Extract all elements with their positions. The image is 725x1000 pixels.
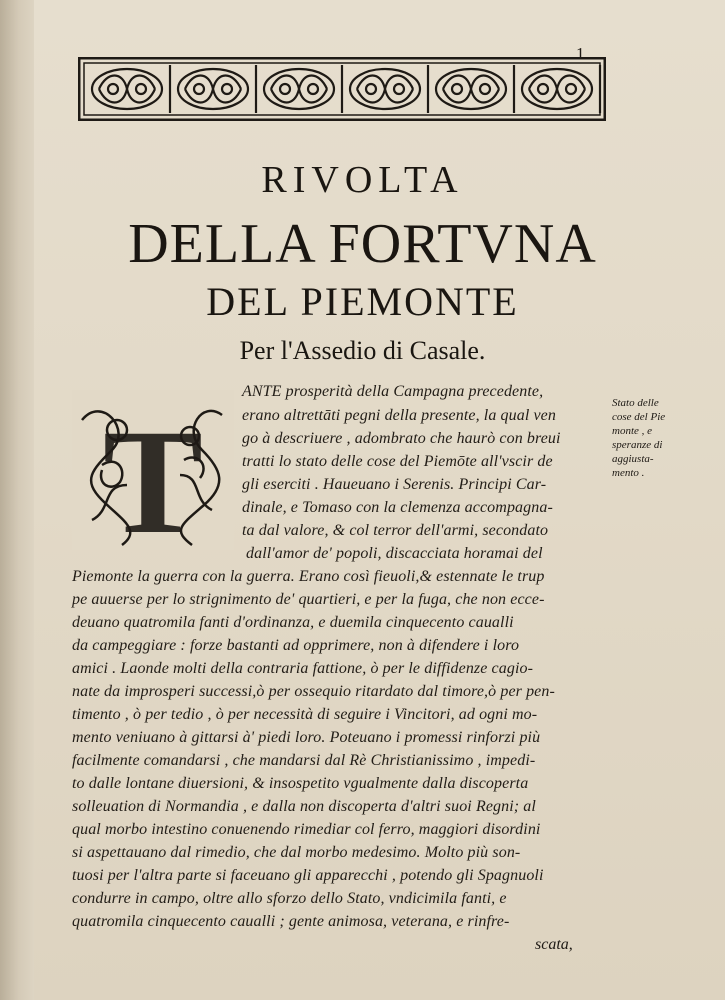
text-line: ANTE prosperità della Campagna precedente, [242,383,544,400]
text-line: gli eserciti . Haueuano i Serenis. Principi Car- [242,476,547,493]
text-line: ta dal valore, & col terror dell'armi, secondato [242,522,549,539]
ornament-flourish [566,84,576,94]
text-line: facilmente comandarsi , che mandarsi dal Rè Christianissimo , impedi- [72,752,536,769]
text-line: dinale, e Tomaso con la clemenza accompagna- [242,499,553,516]
text-line: pe auuerse per lo strignimento de' quartieri, e per la fuga, che non ecce- [72,591,545,608]
marginal-note-line: cose del Pie [612,411,666,423]
text-line: da campeggiare : forze bastanti ad opprimere, non à difendere i loro [72,637,520,654]
marginal-note-line: mento . [612,467,645,479]
page-number: 1 [576,44,585,63]
ornament-flourish [222,84,232,94]
marginal-note [612,396,690,480]
ornament-flourish [194,84,204,94]
ornament-flourish [108,84,118,94]
ornament-flourish [452,84,462,94]
ornamental-headpiece [78,57,606,121]
text-line: dall'amor de' popoli, discacciata horamai del [246,545,543,562]
title-line-2: DELLA FORTVNA [128,213,597,275]
title-line-3: DEL PIEMONTE [206,279,519,324]
text-line: mento veniuano à gittarsi à' piedi loro. Poteuano i promessi rinforzi più [72,729,541,746]
text-line: solleuation di Normandia , e dalla non discoperta d'altri suoi Regni; al [72,798,536,815]
ornament-flourish [308,84,318,94]
marginal-note-line: monte , e [612,425,653,437]
ornament-flourish [136,84,146,94]
text-line: condurre in campo, oltre allo sforzo dello Stato, vndicimila fanti, e [72,890,507,907]
text-line: go à descriuere , adombrato che haurò con breui [242,430,561,447]
text-line: Piemonte la guerra con la guerra. Erano così fieuoli,& estennate le trup [72,568,545,585]
ornament-flourish [280,84,290,94]
text-line: amici . Laonde molti della contraria fattione, ò per le diffidenze cagio- [72,660,534,677]
ornament-flourish [480,84,490,94]
ornament-flourish [366,84,376,94]
marginal-note-line: speranze di [612,439,663,451]
text-line: timento , ò per tedio , ò per necessità di seguire i Vincitori, ad ogni mo- [72,706,538,723]
catchword: scata, [535,936,573,953]
ornament-flourish [394,84,404,94]
text-line: tuosi per l'altra parte si faceuano gli apparecchi , potendo gli Spagnuoli [72,867,544,884]
title-line-4: Per l'Assedio di Casale. [239,336,486,365]
text-line: nate da improsperi successi,ò per ossequio ritardato dal timore,ò per pen- [72,683,555,700]
book-gutter [0,0,34,1000]
marginal-note-line: Stato delle [612,397,659,409]
text-line: to dalle lontane diuersioni, & insospetito vgualmente dalla discoperta [72,775,529,792]
text-line: quatromila cinquecento caualli ; gente animosa, veterana, e rinfre- [72,913,510,930]
text-line: qual morbo intestino conuenendo rimediar col ferro, maggiori disordini [72,821,541,838]
ornament-flourish [538,84,548,94]
marginal-note-line: aggiusta- [612,453,654,465]
text-line: deuano quatromila fanti d'ordinanza, e duemila cinquecento caualli [72,614,514,631]
title-line-1: RIVOLTA [261,159,464,201]
text-line: tratti lo stato delle cose del Piemōte all'vscir de [242,453,553,470]
text-line: si aspettauano dal rimedio, che dal morbo medesimo. Molto più son- [72,844,521,861]
decorated-initial-letter [72,390,234,550]
initial-letter-glyph: T [102,399,204,550]
text-line: erano altrettāti pegni della presente, la qual ven [242,407,556,424]
